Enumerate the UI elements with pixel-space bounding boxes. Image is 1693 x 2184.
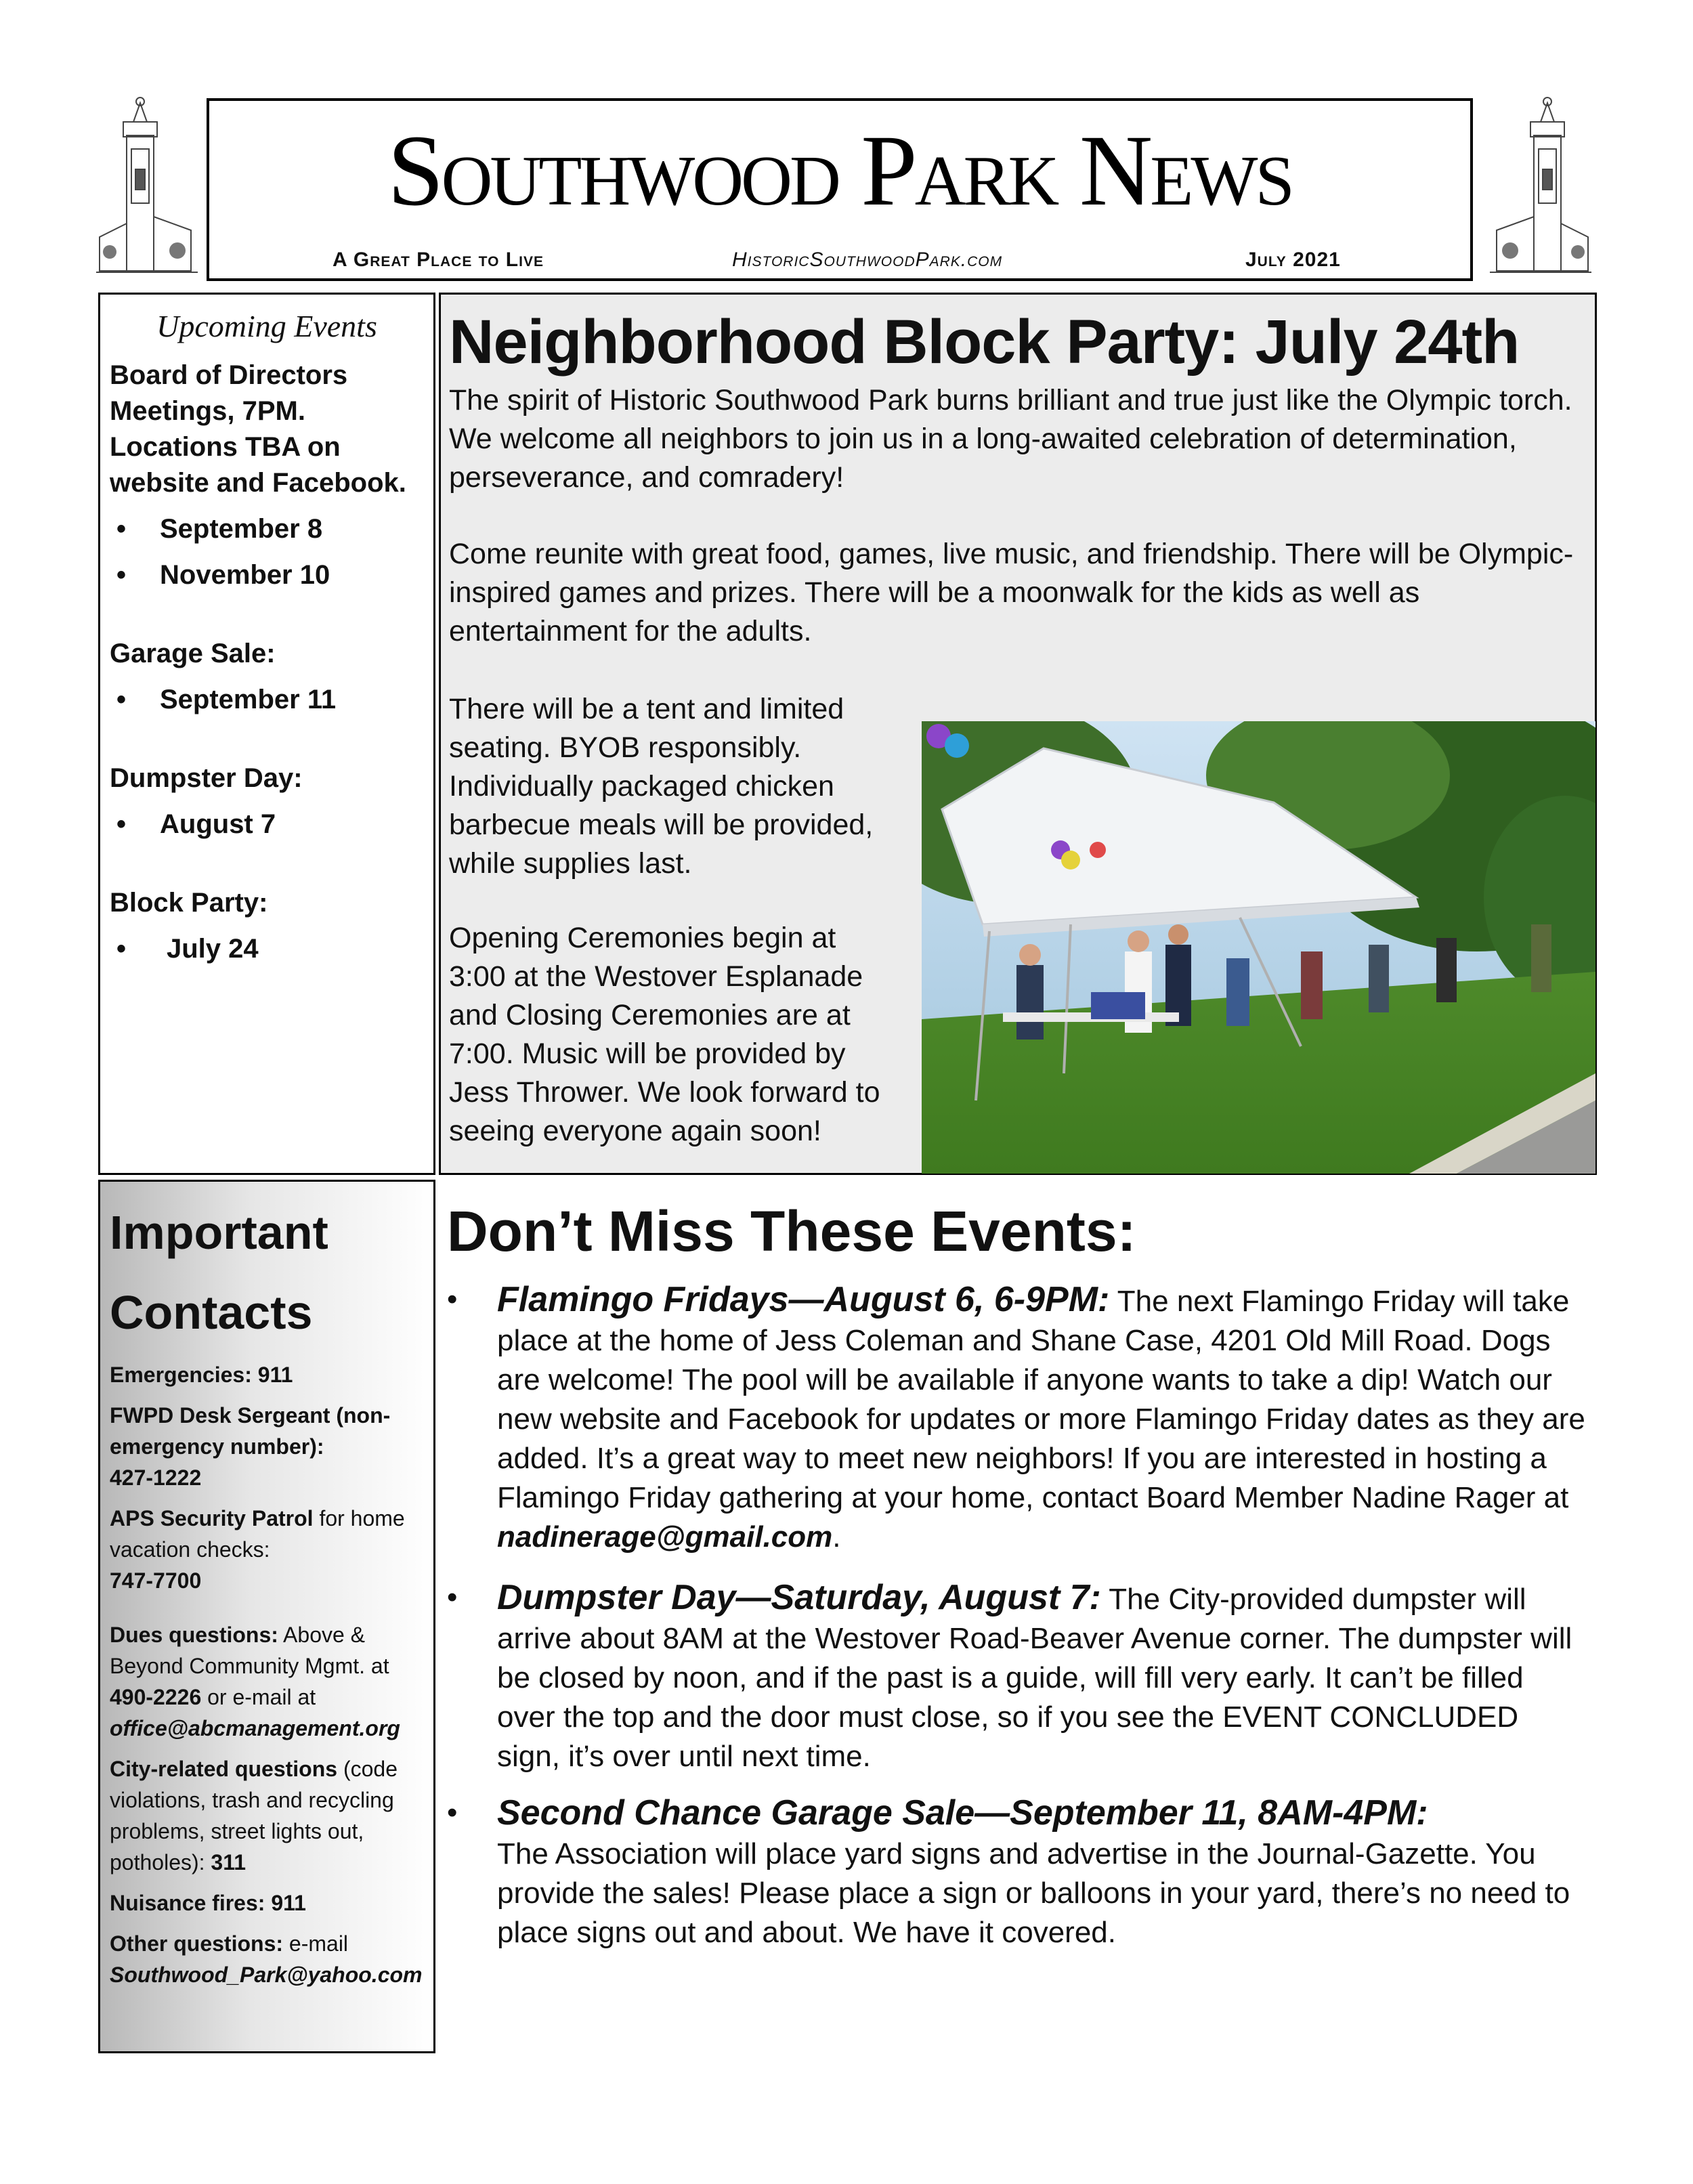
event-item-text bbox=[497, 1578, 1587, 1776]
masthead-date: July 2021 bbox=[1245, 249, 1341, 271]
dues-email-link[interactable]: office@abcmanagement.org bbox=[110, 1716, 400, 1740]
contact-dues bbox=[110, 1619, 427, 1744]
masthead-tagline: A Great Place to Live bbox=[333, 249, 544, 271]
event-body: The next Flamingo Friday will take place at the home of Jess Coleman and Shane Case, 4201 Old Mill Road. Dogs are welcome! The pool will be available if anyone wants to take a dip! Watch our new website and Facebook for updates or more Flamingo Friday dates as they are added. It’s a great way to meet new neighbors! If you are interested in hosting a Flamingo Friday gathering at your home, contact Board Member Nadine Rager at bbox=[497, 1285, 1585, 1514]
dues-text: Above & Beyond Community Mgmt. at bbox=[110, 1623, 389, 1678]
dues-label: Dues questions: bbox=[110, 1623, 278, 1647]
contacts-heading-line1: Important bbox=[110, 1206, 328, 1259]
contact-emergencies bbox=[110, 1359, 427, 1390]
contact-other bbox=[110, 1928, 427, 1990]
masthead-title: Southwood Park News bbox=[387, 114, 1292, 227]
gate-illustration-right bbox=[1490, 95, 1591, 284]
contact-aps bbox=[110, 1503, 427, 1596]
garage-sale-label: Garage Sale: bbox=[110, 639, 276, 668]
article-paragraph: The spirit of Historic Southwood Park burns brilliant and true just like the Olympic torch. We welcome all neighbors to join us in a long-awaited celebration of determination, perseverance, and comradery! bbox=[449, 384, 1572, 494]
board-meetings-text: Board of Directors Meetings, 7PM. Locations TBA on website and Facebook. bbox=[110, 360, 406, 498]
block-party-article bbox=[439, 293, 1597, 1175]
other-text: e-mail bbox=[283, 1931, 349, 1956]
contact-fwpd bbox=[110, 1400, 427, 1493]
event-heading: Dumpster Day—Saturday, August 7: bbox=[497, 1578, 1101, 1617]
gate-illustration-left bbox=[96, 95, 198, 284]
masthead-website[interactable]: HistoricSouthwoodPark.com bbox=[732, 249, 1003, 271]
block-party-date-item: • July 24 bbox=[110, 930, 424, 967]
event-tail: . bbox=[832, 1520, 841, 1554]
bullet-icon: • bbox=[447, 1283, 458, 1316]
bullet-icon: • bbox=[447, 1581, 458, 1614]
article-paragraph: Come reunite with great food, games, live music, and friendship. There will be Olympic-inspired games and prizes. There will be a moonwalk for the kids as well as entertainment for the adults. bbox=[449, 538, 1574, 647]
event-item-text bbox=[497, 1793, 1587, 1952]
city-label: City-related questions bbox=[110, 1757, 338, 1781]
dues-text2: or e-mail at bbox=[201, 1685, 316, 1709]
important-contacts-box bbox=[98, 1180, 435, 2053]
block-party-photo bbox=[922, 721, 1595, 1174]
contacts-heading bbox=[110, 1193, 427, 1352]
fwpd-label: FWPD Desk Sergeant (non-emergency number): bbox=[110, 1403, 391, 1459]
events-section-title: Don’t Miss These Events: bbox=[447, 1199, 1136, 1263]
other-email-link[interactable]: Southwood_Park@yahoo.com bbox=[110, 1963, 423, 1987]
event-body: The Association will place yard signs and advertise in the Journal-Gazette. You provide the sales! Please place a sign or balloons in your yard, there’s no need to place signs out and about. We have it covered. bbox=[497, 1837, 1570, 1949]
garage-sale-date-item: • September 11 bbox=[110, 681, 424, 718]
contacts-heading-line2: Contacts bbox=[110, 1286, 313, 1339]
board-date-item: • November 10 bbox=[110, 557, 424, 593]
aps-text: for home vacation checks: bbox=[110, 1506, 405, 1562]
article-title: Neighborhood Block Party: July 24th bbox=[449, 307, 1520, 377]
dumpster-day-date-item: • August 7 bbox=[110, 806, 424, 842]
article-paragraph: There will be a tent and limited seating. BYOB responsibly. Individually packaged chicken barbecue meals will be provided, while supplies last. bbox=[449, 693, 874, 880]
other-label: Other questions: bbox=[110, 1931, 284, 1956]
board-date-item: • September 8 bbox=[110, 511, 424, 547]
aps-label: APS Security Patrol bbox=[110, 1506, 314, 1530]
event-body: The City-provided dumpster will arrive about 8AM at the Westover Road-Beaver Avenue corner. The dumpster will be closed by noon, and if the past is a guide, will fill very early. It can’t be filled over the top and the door must close, so if you see the EVENT CONCLUDED sign, it’s over until next time. bbox=[497, 1583, 1572, 1773]
event-email-link[interactable]: nadinerage@gmail.com bbox=[497, 1520, 833, 1554]
upcoming-events-box bbox=[98, 293, 435, 1175]
masthead bbox=[207, 98, 1473, 281]
city-text: (code violations, trash and recycling problems, street lights out, potholes): bbox=[110, 1757, 398, 1875]
dumpster-day-label: Dumpster Day: bbox=[110, 763, 303, 793]
contact-city bbox=[110, 1753, 427, 1878]
fwpd-number: 427-1222 bbox=[110, 1465, 202, 1490]
block-party-label: Block Party: bbox=[110, 888, 268, 918]
upcoming-events-heading: Upcoming Events bbox=[156, 309, 377, 343]
city-number: 311 bbox=[211, 1850, 247, 1875]
event-item-text bbox=[497, 1280, 1587, 1557]
aps-number: 747-7700 bbox=[110, 1568, 202, 1593]
article-paragraph: Opening Ceremonies begin at 3:00 at the Westover Esplanade and Closing Ceremonies are at 7:00. Music will be provided by Jess Thrower. We look forward to seeing everyone again soon! bbox=[449, 922, 880, 1147]
event-heading: Second Chance Garage Sale—September 11, 8AM-4PM: bbox=[497, 1793, 1428, 1833]
nuisance-text: Nuisance fires: 911 bbox=[110, 1891, 306, 1915]
event-heading: Flamingo Fridays—August 6, 6-9PM: bbox=[497, 1280, 1110, 1319]
contact-nuisance bbox=[110, 1887, 427, 1919]
emergencies-text: Emergencies: 911 bbox=[110, 1363, 293, 1387]
dues-number: 490-2226 bbox=[110, 1685, 202, 1709]
bullet-icon: • bbox=[447, 1796, 458, 1829]
